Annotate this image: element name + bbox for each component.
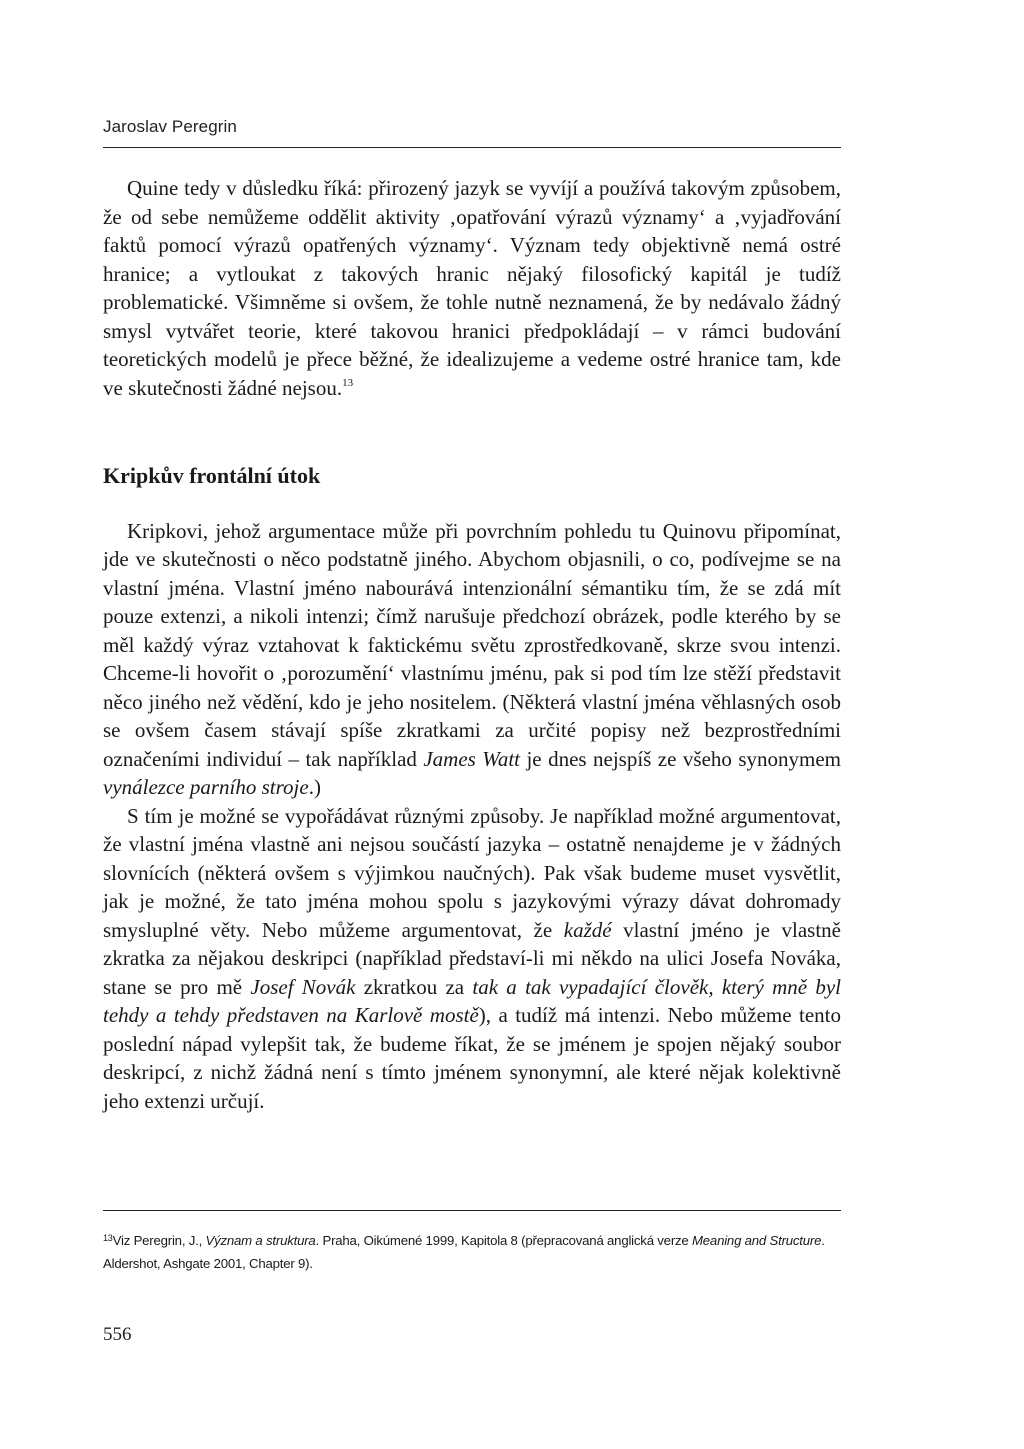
paragraph-2-text-b: vlastní jméno je vlastně zkratka za nějakou deskripci (například představí-li mi někdo na ulici Josefa Nováka, stane se pro mě [103, 917, 841, 999]
italic-description-phrase: tak a tak vypadající člověk, který mně byl tehdy a tehdy představen na Karlově mostě [103, 974, 842, 1027]
paragraph-2-text-d: ), a tudíž má intenzi. Nebo můžeme tento poslední nápad vylepšit tak, že budeme říkat, že se jménem je spojen nějaký soubor deskripcí, z nichž žádná není s tímto jménem synonymní, ale které nějak kolektivně jeho extenzi určují. [103, 1003, 841, 1113]
intro-text: Quine tedy v důsledku říká: přirozený jazyk se vyvíjí a používá takovým způsobem, že od sebe nemůžeme oddělit aktivity ‚opatřování výrazů významy‘ a ‚vyjadřování faktů pomocí výrazů opatřených významy‘. Význam tedy objektivně nemá ostré hranice; a vytloukat z takových hranic nějaký filosofický kapitál je tudíž problematické. Všimněme si ovšem, že tohle nutně neznamená, že by nedávalo žádný smysl vytvářet teorie, které takovou hranici předpokládají – v rámci budování teoretických modelů je přece běžné, že idealizujeme a vedeme ostré hranice tam, kde ve skutečnosti žádné nejsou. [103, 176, 841, 400]
header-rule [103, 147, 841, 148]
page-number: 556 [103, 1324, 132, 1345]
section-heading: Kripkův frontální útok [103, 463, 321, 488]
footnote-text-b: . Praha, Oikúmené 1999, Kapitola 8 (přepracovaná anglická verze [315, 1233, 693, 1248]
paragraph-1-text-a: Kripkovi, jehož argumentace může při povrchním pohledu tu Quinovu připomínat, jde ve skutečnosti o něco podstatně jiného. Abychom objasnili, o co, podívejme se na vlastní jména. Vlastní jméno nabourává intenzionální sémantiku tím, že se zdá mít pouze extenzi, a nikoli intenzi; čímž narušuje předchozí obrázek, podle kterého by se měl každý výraz vztahovat k faktickému světu zprostředkovaně, skrze svou intenzi. Chceme-li hovořit o ‚porozumění‘ vlastnímu jménu, pak si pod tím lze stěží představit něco jiného než vědění, kdo je jeho nositelem. (Některá vlastní jména věhlasných osob se ovšem časem stávají spíše zkratkami za určité popisy než bezprostředními označeními individuí – tak například [103, 518, 841, 771]
paragraph-2-text-c: zkratkou za [355, 974, 473, 999]
footnote-reference: 13 [342, 376, 354, 389]
italic-james-watt: James Watt [423, 746, 521, 771]
footnote-italic-title: Význam a struktura [205, 1233, 316, 1248]
italic-every: každé [563, 917, 612, 942]
paragraph-2-text-a: S tím je možné se vypořádávat různými způsoby. Je například možné argumentovat, že vlastní jména vlastně ani nejsou součástí jazyka – ostatně nenajdeme je v žádných slovnících (některá ovšem s výjimkou naučných). Pak však budeme muset vysvětlit, jak je možné, že tato jména mohou spolu s jazykovými výrazy dávat dohromady smysluplné věty. Nebo můžeme argumentovat, že [103, 803, 841, 942]
italic-inventor: vynálezce parního stroje [103, 775, 309, 799]
footnote [103, 1230, 841, 1275]
footnote-rule [103, 1210, 841, 1211]
footnote-italic-title-en: Meaning and Structure [692, 1233, 822, 1248]
running-head: Jaroslav Peregrin [103, 117, 237, 136]
paragraph-1-text-b: je dnes nejspíš ze všeho synonymem [520, 746, 841, 771]
paragraph-2 [103, 802, 841, 1116]
italic-josef-novak: Josef Novák [250, 974, 356, 999]
footnote-text-a: Viz Peregrin, J., [112, 1233, 206, 1248]
page-body [103, 174, 841, 1115]
footnote-text-c: . Aldershot, Ashgate 2001, Chapter 9). [103, 1233, 825, 1271]
footnote-number: 13 [103, 1233, 113, 1243]
paragraph-1 [103, 517, 841, 802]
paragraph-1-text-c: .) [308, 775, 321, 799]
intro-paragraph [103, 174, 841, 406]
